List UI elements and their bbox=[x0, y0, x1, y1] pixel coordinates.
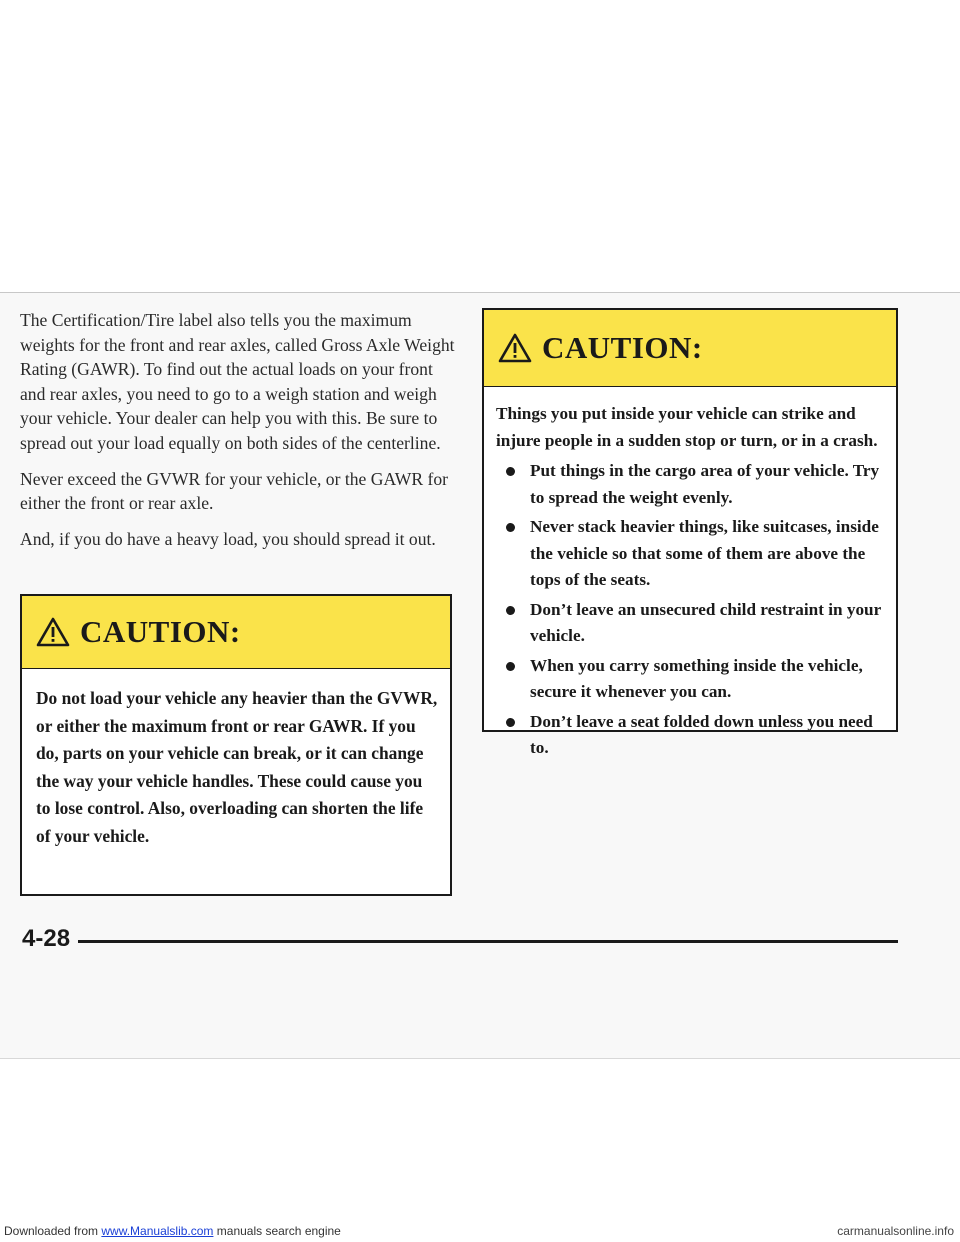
list-item: Put things in the cargo area of your vehicle. Try to spread the weight evenly. bbox=[496, 458, 886, 511]
left-column bbox=[20, 308, 456, 562]
list-item: Don’t leave a seat folded down unless you need to. bbox=[496, 709, 886, 762]
page-top-edge bbox=[0, 292, 960, 293]
paragraph-heavy-load: And, if you do have a heavy load, you should spread it out. bbox=[20, 528, 436, 549]
page-number: 4-28 bbox=[22, 925, 71, 952]
download-banner bbox=[0, 1222, 960, 1242]
caution-box-cargo bbox=[482, 308, 898, 757]
paragraph-never-exceed: Never exceed the GVWR for your vehicle, or the GAWR for either the front or rear axle. bbox=[20, 468, 449, 514]
caution-title: CAUTION: bbox=[80, 614, 241, 649]
bullet-icon bbox=[506, 718, 515, 727]
caution-bullet-list bbox=[496, 458, 886, 762]
watermark: carmanualsonline.info bbox=[837, 1224, 954, 1238]
caution-header bbox=[22, 596, 450, 669]
warning-triangle-icon bbox=[36, 617, 70, 647]
bullet-icon bbox=[506, 523, 515, 532]
bullet-icon bbox=[506, 467, 515, 476]
list-item: Don’t leave an unsecured child restraint in your vehicle. bbox=[496, 597, 886, 650]
warning-triangle-icon bbox=[498, 333, 532, 363]
page-bottom-edge bbox=[0, 1058, 960, 1059]
download-source: Downloaded from www.Manualslib.com manuals search engine bbox=[4, 1224, 341, 1238]
caution-header bbox=[484, 310, 896, 387]
list-item: Never stack heavier things, like suitcases, inside the vehicle so that some of them are above the tops of the seats. bbox=[496, 514, 886, 594]
caution-body: Do not load your vehicle any heavier than the GVWR, or either the maximum front or rear GAWR. If you do, parts on your vehicle can break, or it can change the way your vehicle handles. These could cause you to lose control. Also, overloading can shorten the life of your vehicle. bbox=[36, 688, 438, 846]
list-item: When you carry something inside the vehicle, secure it whenever you can. bbox=[496, 653, 886, 706]
caution-intro: Things you put inside your vehicle can strike and injure people in a sudden stop or turn, or in a crash. bbox=[496, 404, 878, 450]
bullet-icon bbox=[506, 606, 515, 615]
caution-body bbox=[484, 387, 896, 762]
paragraph-gawr: The Certification/Tire label also tells you the maximum weights for the front and rear axles, called Gross Axle Weight Rating (GAWR). To find out the actual loads on your front and rear axles, you need to go to a weigh station and weigh your vehicle. Your dealer can help you with this. Be sure to spread out your load equally on both sides of the centerline. bbox=[20, 310, 455, 453]
manualslib-link[interactable]: www.Manualslib.com bbox=[101, 1224, 214, 1238]
caution-title: CAUTION: bbox=[542, 330, 703, 365]
bullet-icon bbox=[506, 662, 515, 671]
caution-box-overload bbox=[20, 594, 452, 896]
footer-rule bbox=[78, 940, 898, 943]
